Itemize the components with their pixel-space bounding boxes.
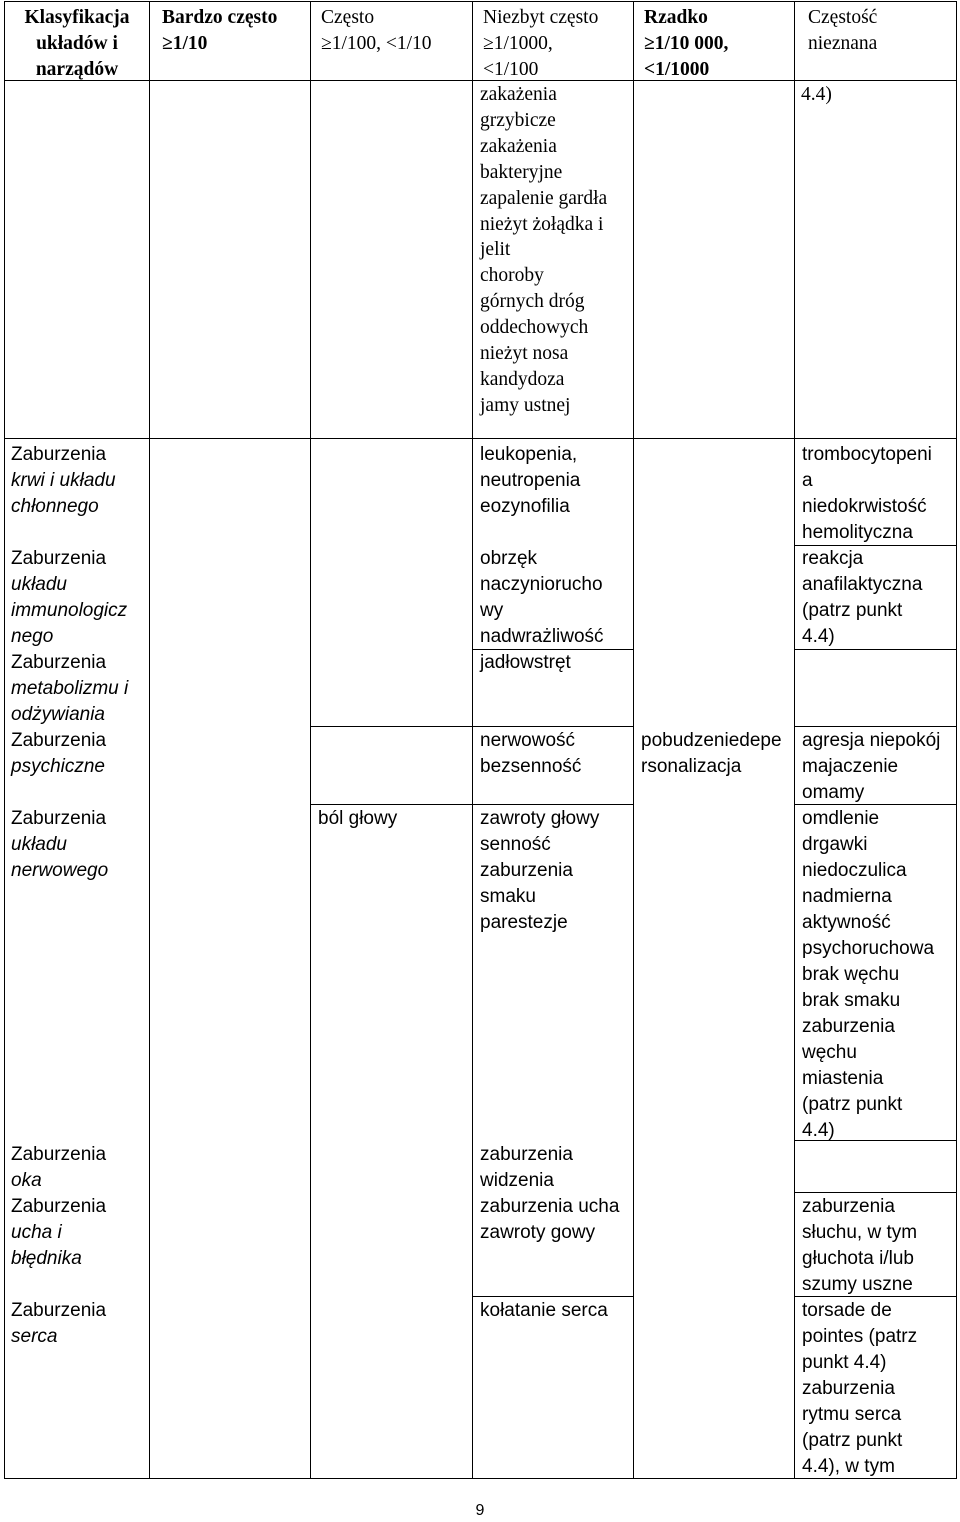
organ-label-cardiac-tail: serca	[11, 1326, 58, 1347]
table-column-divider	[472, 1, 473, 1479]
organ-label-immune-tail: układu immunologicz nego	[11, 574, 128, 647]
organ-label-blood	[11, 442, 146, 520]
infections-unknown: 4.4)	[801, 84, 832, 105]
nervous-unknown: omdlenie drgawki niedoczulica nadmierna aktywność psychoruchowa brak węchu brak smaku zaburzenia węchu miastenia (patrz punkt 4.4)	[802, 808, 935, 1141]
table-column-divider	[310, 1, 311, 1479]
organ-label-psychiatric	[11, 728, 146, 780]
table-column-divider	[794, 1, 795, 1479]
row-divider	[472, 726, 633, 727]
infections-uncommon: zakażenia grzybicze zakażenia bakteryjne zapalenie gardła nieżyt żołądka i jelit choroby górnych dróg oddechowych nieżyt nosa kandydoza jamy ustnej	[480, 84, 608, 416]
row-divider	[4, 438, 957, 439]
row-divider	[310, 804, 472, 805]
table-column-divider	[149, 1, 150, 1479]
organ-label-cardiac-text	[11, 1300, 106, 1347]
cardiac-unknown: torsade de pointes (patrz punkt 4.4) zaburzenia rytmu serca (patrz punkt 4.4), w tym	[802, 1300, 918, 1477]
organ-label-ear-tail: ucha i błędnika	[11, 1222, 82, 1269]
ear-uncommon: zaburzenia ucha zawroty gowy	[480, 1196, 620, 1243]
organ-label-psychiatric-head: Zaburzenia	[11, 730, 107, 751]
organ-label-psychiatric-tail: psychiczne	[11, 756, 105, 777]
nervous-uncommon: zawroty głowy senność zaburzenia smaku parestezje	[480, 808, 600, 933]
header-very-common: Bardzo często ≥1/10	[162, 7, 278, 54]
header-uncommon: Niezbyt często ≥1/1000, <1/100	[483, 7, 599, 80]
ear-unknown: zaburzenia słuchu, w tym głuchota i/lub szumy uszne	[802, 1196, 918, 1295]
organ-label-nervous	[11, 806, 146, 884]
header-rare: Rzadko ≥1/10 000, <1/1000	[644, 7, 729, 80]
organ-label-metabolism	[11, 650, 146, 728]
nervous-common: ból głowy	[318, 808, 398, 829]
immune-uncommon: obrzęk naczyniorucho wy nadwrażliwość	[480, 548, 604, 647]
organ-label-nervous-text	[11, 808, 108, 881]
organ-label-eye-text	[11, 1144, 106, 1191]
organ-label-eye-head: Zaburzenia	[11, 1144, 107, 1165]
organ-label-ear-text	[11, 1196, 106, 1269]
organ-label-metabolism-tail: metabolizmu i odżywiania	[11, 678, 129, 725]
organ-label-ear	[11, 1194, 146, 1272]
organ-label-psychiatric-text	[11, 730, 106, 777]
organ-label-immune-text	[11, 548, 127, 647]
organ-label-blood-head: Zaburzenia	[11, 444, 107, 465]
metabolism-uncommon: jadłowstręt	[480, 652, 571, 673]
organ-label-nervous-tail: układu nerwowego	[11, 834, 109, 881]
blood-uncommon: leukopenia, neutropenia eozynofilia	[480, 444, 581, 517]
organ-label-blood-tail: krwi i układu chłonnego	[11, 470, 116, 517]
header-organ-class: Klasyfikacja układów i narządów	[24, 7, 130, 80]
organ-label-cardiac-head: Zaburzenia	[11, 1300, 107, 1321]
psychiatric-rare: pobudzeniedepe rsonalizacja	[641, 730, 782, 777]
organ-label-immune-head: Zaburzenia	[11, 548, 107, 569]
blood-unknown: trombocytopeni a niedokrwistość hemolityczna	[802, 444, 932, 543]
cardiac-uncommon: kołatanie serca	[480, 1300, 608, 1321]
table-border-top	[4, 1, 957, 2]
organ-label-eye	[11, 1142, 146, 1194]
row-divider	[310, 726, 472, 727]
header-unknown: Częstość nieznana	[808, 7, 878, 54]
organ-label-eye-tail: oka	[11, 1170, 42, 1191]
organ-label-ear-head: Zaburzenia	[11, 1196, 107, 1217]
header-common: Często ≥1/100, <1/10	[321, 7, 432, 54]
table-column-divider	[633, 1, 634, 1479]
immune-unknown: reakcja anafilaktyczna (patrz punkt 4.4)	[802, 548, 923, 647]
organ-label-immune	[11, 546, 146, 650]
organ-label-nervous-head: Zaburzenia	[11, 808, 107, 829]
organ-label-metabolism-head: Zaburzenia	[11, 652, 107, 673]
organ-label-metabolism-text	[11, 652, 128, 725]
organ-label-blood-text	[11, 444, 116, 517]
page-number: 9	[475, 1502, 485, 1519]
row-divider	[472, 1296, 633, 1297]
eye-uncommon: zaburzenia widzenia	[480, 1144, 573, 1191]
row-divider	[794, 726, 956, 727]
row-divider	[472, 804, 633, 805]
organ-label-cardiac	[11, 1298, 146, 1350]
table-border-left	[4, 1, 5, 1479]
row-divider	[794, 1192, 956, 1193]
psychiatric-uncommon: nerwowość bezsenność	[480, 730, 582, 777]
psychiatric-unknown: agresja niepokój majaczenie omamy	[802, 730, 941, 803]
table-border-right	[956, 1, 957, 1479]
